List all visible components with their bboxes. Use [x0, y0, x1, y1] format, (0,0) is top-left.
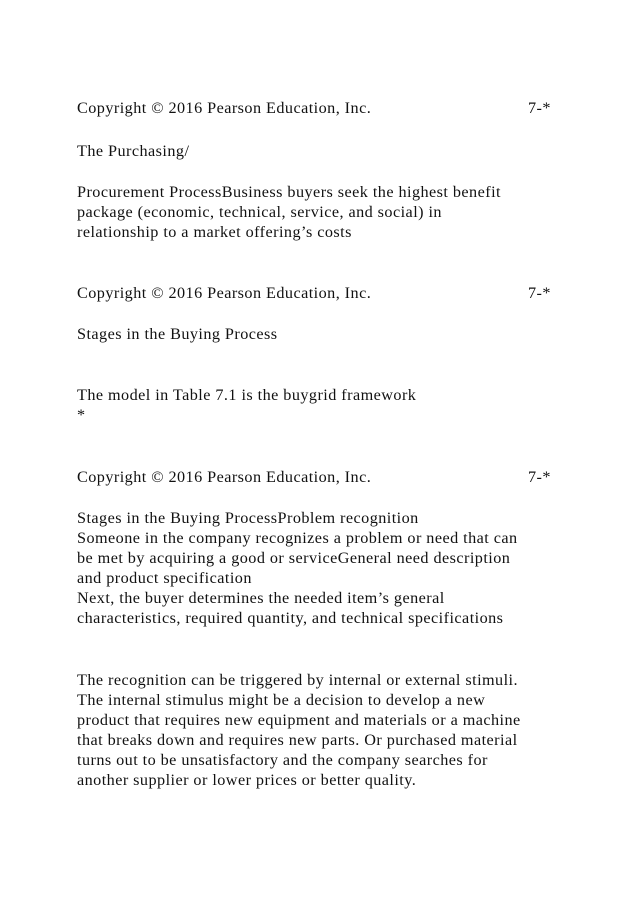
- body-line: Next, the buyer determines the needed item’s general: [77, 589, 445, 607]
- copyright-line: Copyright © 2016 Pearson Education, Inc.: [77, 468, 372, 486]
- notes-line: that breaks down and requires new parts. Or purchased material: [77, 731, 518, 749]
- body-line: and product specification: [77, 569, 252, 587]
- slide-number: 7-*: [528, 284, 551, 302]
- body-line: Someone in the company recognizes a problem or need that can: [77, 529, 518, 547]
- body-line: Procurement ProcessBusiness buyers seek the highest benefit: [77, 183, 501, 201]
- body-line: characteristics, required quantity, and technical specifications: [77, 609, 504, 627]
- notes-line: The internal stimulus might be a decision to develop a new: [77, 691, 486, 709]
- slide-title: Stages in the Buying Process: [77, 325, 278, 343]
- body-line: package (economic, technical, service, and social) in: [77, 203, 442, 221]
- body-line: The model in Table 7.1 is the buygrid framework: [77, 386, 417, 404]
- notes-line: product that requires new equipment and materials or a machine: [77, 711, 521, 729]
- body-line: be met by acquiring a good or serviceGeneral need description: [77, 549, 511, 567]
- slide-title: The Purchasing/: [77, 142, 190, 160]
- body-line: relationship to a market offering’s costs: [77, 223, 352, 241]
- copyright-line: Copyright © 2016 Pearson Education, Inc.: [77, 99, 372, 117]
- slide-number: 7-*: [528, 99, 551, 117]
- slide-number: 7-*: [528, 468, 551, 486]
- notes-line: turns out to be unsatisfactory and the company searches for: [77, 751, 488, 769]
- notes-line: another supplier or lower prices or better quality.: [77, 771, 417, 789]
- body-line: *: [77, 406, 86, 424]
- copyright-line: Copyright © 2016 Pearson Education, Inc.: [77, 284, 372, 302]
- notes-line: The recognition can be triggered by internal or external stimuli.: [77, 671, 518, 689]
- body-line: Stages in the Buying ProcessProblem recognition: [77, 509, 419, 527]
